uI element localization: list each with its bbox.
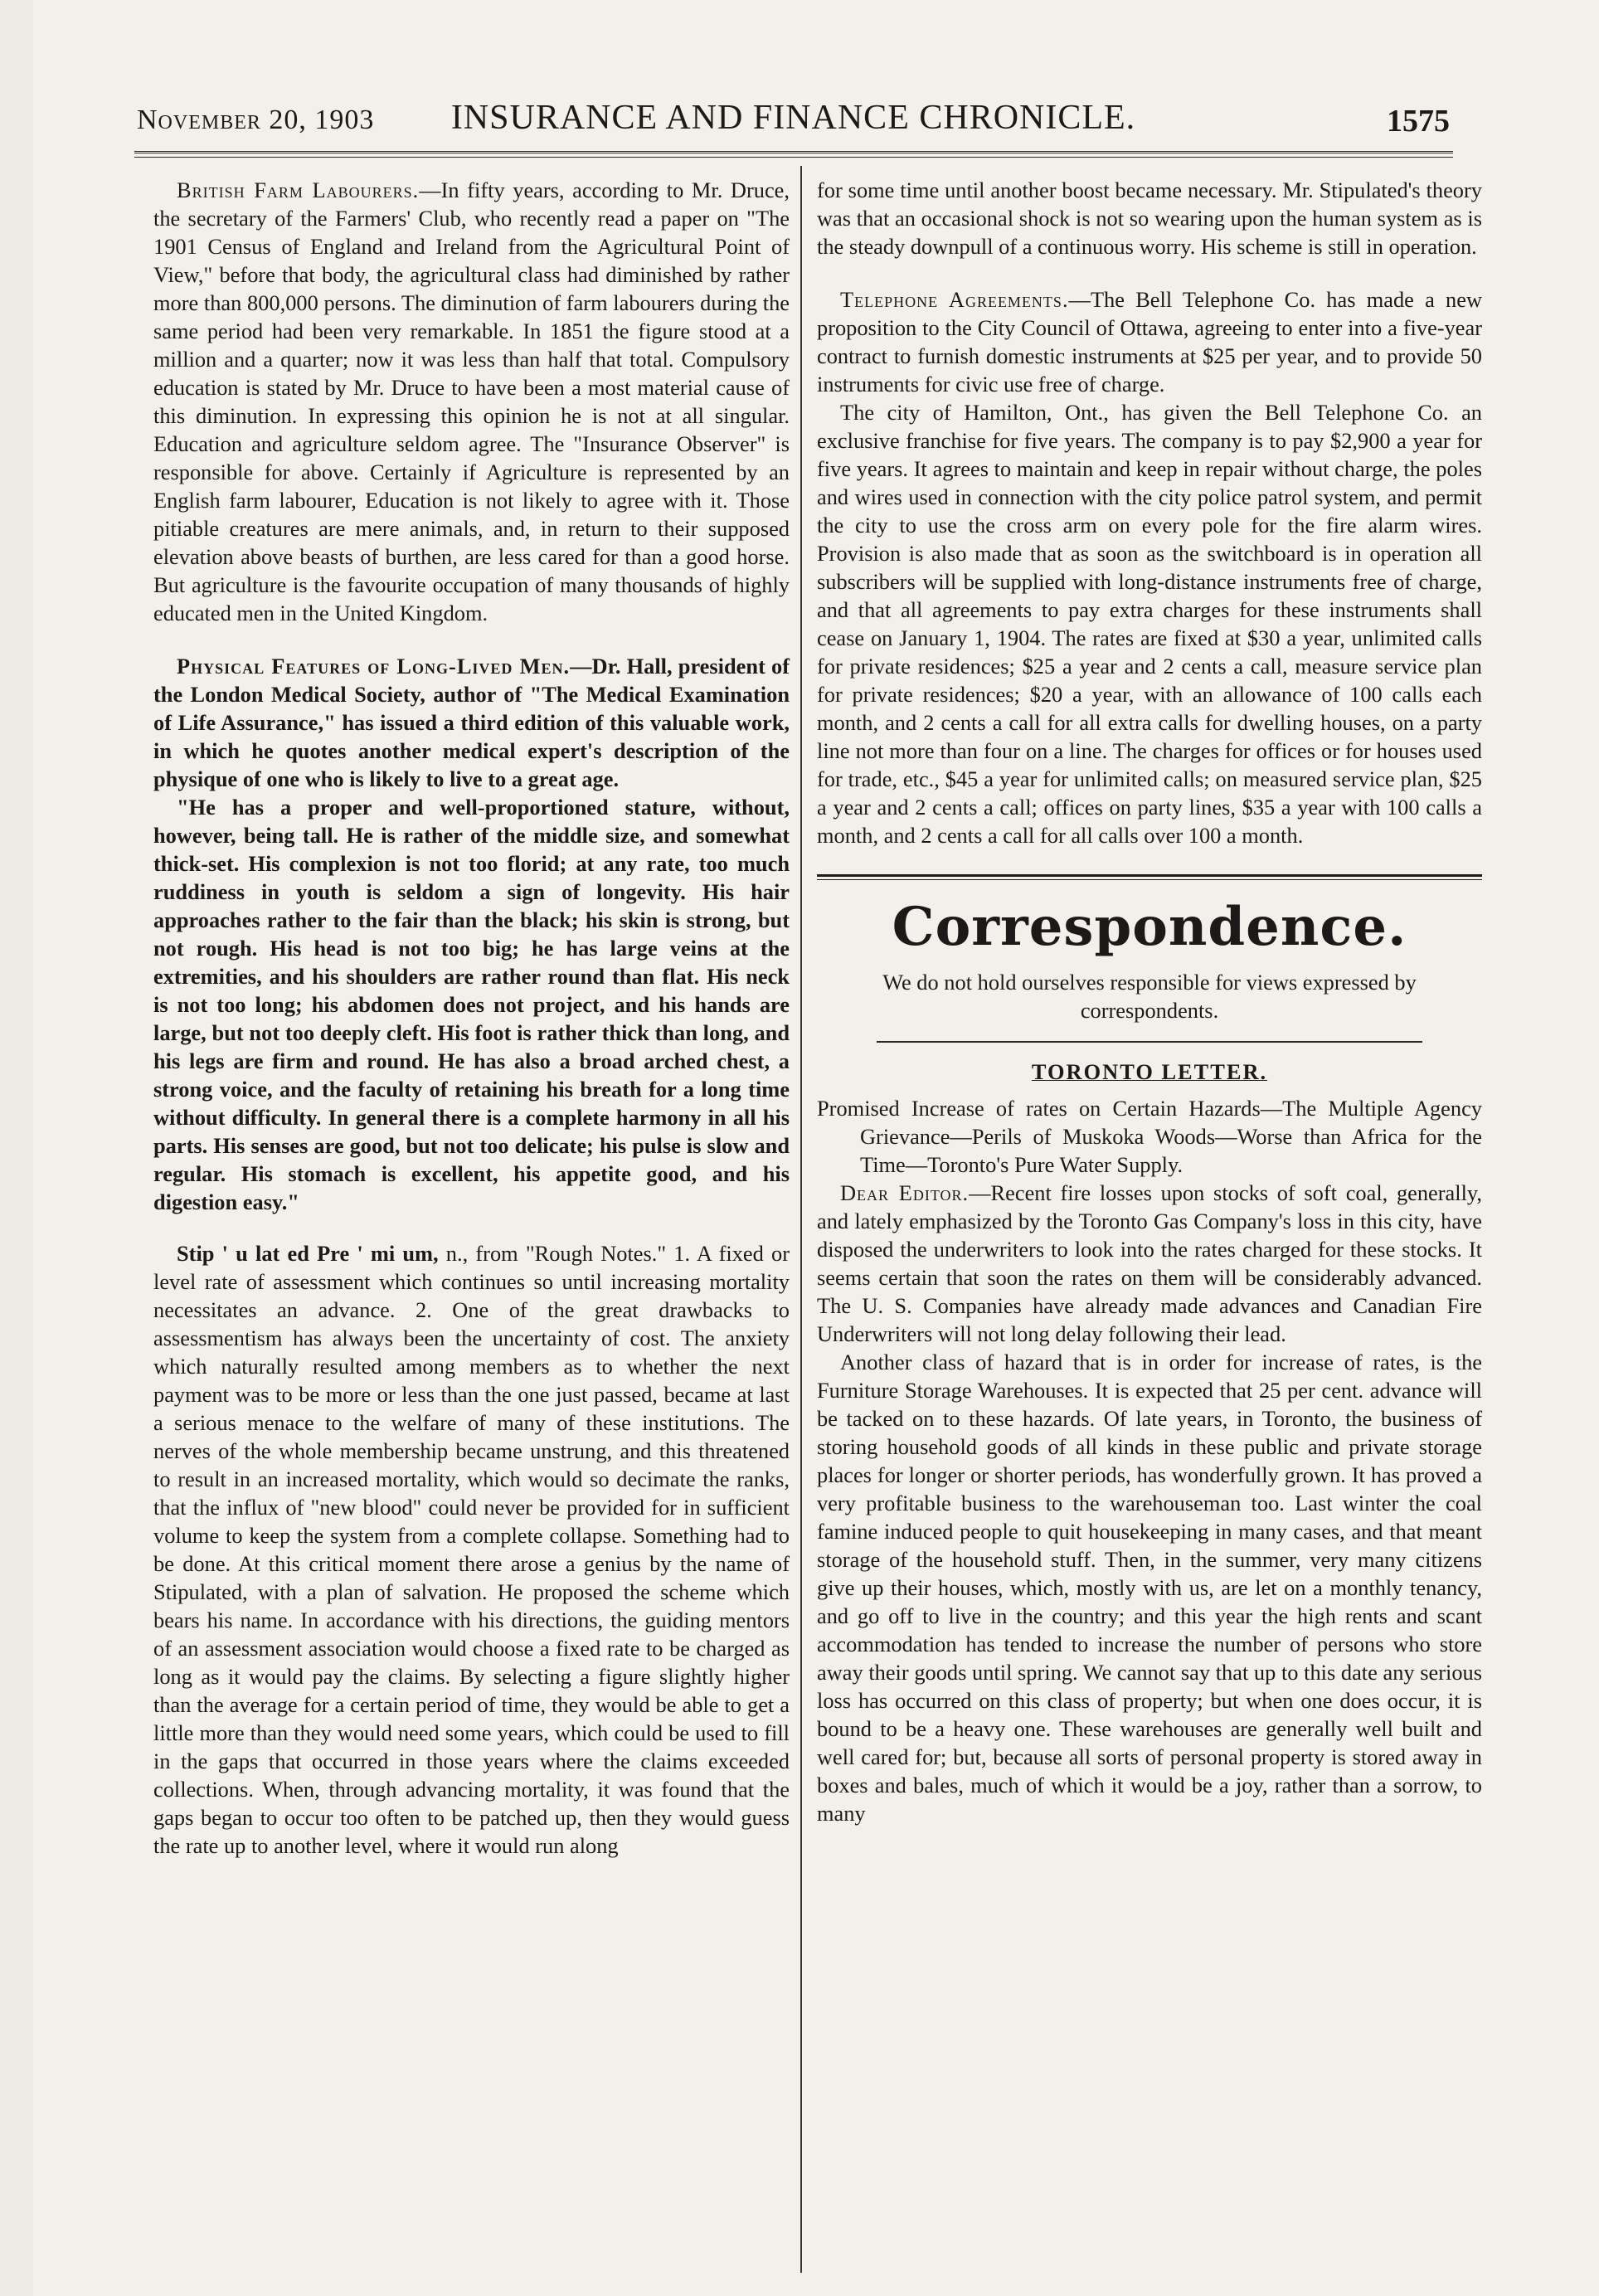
farm-labourers-heading: British Farm Labourers. xyxy=(177,178,420,202)
long-lived-men-heading: Physical Features of Long-Lived Men. xyxy=(177,654,571,679)
header-title: INSURANCE AND FINANCE CHRONICLE. xyxy=(450,99,1136,137)
page-header xyxy=(137,98,1450,148)
long-lived-men-article xyxy=(153,652,790,793)
toronto-letter-title: TORONTO LETTER. xyxy=(1031,1059,1268,1084)
hamilton-paragraph: The city of Hamilton, Ont., has given the Bell Telephone Co. an exclusive franchise for five years. The company is to pay $2,900 a year for five years. It agrees to maintain and keep in repair without charge, the poles and wires used in connection with the city police patrol system, and permit the city to use the cross arm on every pole for the fire alarm wires. Provision is also made that as soon as the switchboard is in operation all subscribers will be supplied with long-distance instruments free of charge, and that all agreements to pay extra charges for these instruments shall cease on January 1, 1904. The rates are fixed at $30 a year, unlimited calls for private residences; $25 a year and 2 cents a call, measure service plan for private residences; $20 a year, with an allowance of 100 calls each month, and 2 cents a call for all extra calls for dwelling houses, on a party line not more than four on a line. The charges for offices or for houses used for trade, etc., $45 a year for unlimited calls; on measured service plan, $25 a year and 2 cents a call; offices on party lines, $35 a year with 100 calls a month, and 2 cents a call for all calls over 100 a month. xyxy=(817,400,1482,848)
long-lived-men-text: —Dr. Hall, president of the London Medical Society, author of "The Medical Examination of Life Assurance," has issued a third edition of this valuable work, in which he quotes another medical expert's description of the physique of one who is likely to live to a great age. xyxy=(153,654,790,791)
farm-labourers-article xyxy=(153,176,790,627)
stipulated-premium-text: n., from "Rough Notes." 1. A fixed or level rate of assessment which continues so until increasing mortality necessitates an advance. 2. One of the great drawbacks to assessmentism has always been the uncertainty of cost. The anxiety which naturally resulted among members as to whether the next payment was to be more or less than the one just passed, became at last a serious menace to the welfare of many of these institutions. The nerves of the whole membership became unstrung, and this threatened to result in an increased mortality, which would so decimate the ranks, that the influx of "new blood" could never be provided for in sufficient volume to keep the system from a complete collapse. Something had to be done. At this critical moment there arose a genius by the name of Stipulated, with a plan of salvation. He proposed the scheme which bears his name. In accordance with his directions, the guiding mentors of an assessment association would choose a fixed rate to be charged as long as it would pay the claims. By selecting a figure slightly higher than the average for a certain period of time, they would be able to get a little more than they would need some years, which could be used to fill in the gaps that occurred in those years where the claims exceeded collections. When, through advancing mortality, it was found that the gaps began to occur too often to be patched up, then they would guess the rate up to another level, where it would run along xyxy=(153,1241,790,1858)
telephone-text: —The Bell Telephone Co. has made a new proposition to the City Council of Ottawa, agreeing to enter into a five-year contract to furnish domestic instruments at $25 per year, and to provide 50 instruments for civic use free of charge. xyxy=(817,287,1483,396)
telephone-article xyxy=(817,285,1482,398)
toronto-letter-paragraph-1 xyxy=(817,1179,1482,1348)
letter-paragraph-1-text: —Recent fire losses upon stocks of soft coal, generally, and lately emphasized by the Toronto Gas Company's loss in this city, have disposed the underwriters to look into the rates charged for these stocks. It seems certain that soon the rates on them will be considerably advanced. The U. S. Companies have already made advances and Canadian Fire Underwriters will not long delay following their lead. xyxy=(817,1180,1483,1346)
correspondence-disclaimer: We do not hold ourselves responsible for views expressed by correspondents. xyxy=(882,970,1417,1023)
toronto-letter-synopsis: Promised Increase of rates on Certain Hazards—The Multiple Agency Grievance—Perils of Muskoka Woods—Worse than Africa for the Time—Toronto's Pure Water Supply. xyxy=(817,1096,1482,1177)
correspondence-rule xyxy=(817,874,1482,880)
right-column xyxy=(817,176,1482,1827)
spacer xyxy=(153,1216,790,1239)
header-page-number: 1575 xyxy=(1387,104,1450,139)
left-column xyxy=(153,176,790,1860)
header-rule xyxy=(134,151,1453,158)
farm-labourers-text: —In fifty years, according to Mr. Druce, the secretary of the Farmers' Club, who recently read a paper on "The 1901 Census of England and Ireland from the Agricultural Point of View," before that body, the agricultural class had diminished by rather more than 800,000 persons. The diminution of farm labourers during the same period had been very remarkable. In 1851 the figure stood at a million and a quarter; now it was less than half that total. Compulsory education is stated by Mr. Druce to have been a most material cause of this diminution. In expressing this opinion he is not at all singular. Education and agriculture seldom agree. The "Insurance Observer" is responsible for above. Certainly if Agriculture is represented by an English farm labourer, Education is not likely to agree with it. Those pitiable creatures are mere animals, and, in return to their supposed elevation above beasts of burthen, are less cared for than a good horse. But agriculture is the favourite occupation of many thousands of highly educated men in the United Kingdom. xyxy=(153,178,790,625)
stipulated-premium-heading: Stip ' u lat ed Pre ' mi um, xyxy=(177,1241,439,1266)
stipulated-premium-article xyxy=(153,1239,790,1860)
newspaper-page xyxy=(33,0,1599,2296)
toronto-letter-paragraph-2: Another class of hazard that is in order for increase of rates, is the Furniture Storage Warehouses. It is expected that 25 per cent. advance will be tacked on to these hazards. Of late years, in Toronto, the business of storing household goods of all kinds in these public and private storage places for longer or shorter periods, has wonderfully grown. It has proved a very profitable business to the warehouseman too. Last winter the coal famine induced people to quit housekeeping in many cases, and that meant storage of the household stuff. Then, in the summer, very many citizens give up their houses, which, mostly with us, are let on a monthly tenancy, and go off to live in the country; and this year the high rents and scant accommodation has tended to increase the number of persons who store away their goods until spring. We cannot say that up to this date any serious loss has occurred on this class of property; but when one does occur, it is bound to be a heavy one. These warehouses are generally well built and well cared for; but, because all sorts of personal property is stored away in boxes and bales, much of which it would be a joy, rather than a sorrow, to many xyxy=(817,1350,1482,1826)
spacer xyxy=(817,260,1482,285)
telephone-heading: Telephone Agreements. xyxy=(840,287,1069,312)
stipulated-premium-continued: for some time until another boost became necessary. Mr. Stipulated's theory was that an occasional shock is not so wearing upon the human system as is the steady downpull of a continuous worry. His scheme is still in operation. xyxy=(817,178,1482,259)
column-divider xyxy=(800,166,802,2273)
spacer xyxy=(153,627,790,652)
letter-salutation: Dear Editor. xyxy=(840,1180,970,1205)
long-lived-men-quote: "He has a proper and well-proportioned stature, without, however, being tall. He is rather of the middle size, and somewhat thick-set. His complexion is not too florid; at any rate, too much ruddiness in youth is seldom a sign of longevity. His hair approaches rather to the fair than the black; his skin is strong, but not rough. His head is not too big; he has large veins at the extremities, and his shoulders are rather round than flat. His neck is not too long; his abdomen does not project, and his hands are large, but not too deeply cleft. His foot is rather thick than long, and his legs are firm and round. He has also a broad arched chest, a strong voice, and the faculty of retaining his breath for a long time without difficulty. In general there is a complete harmony in all his parts. His senses are good, but not too delicate; his pulse is slow and regular. His stomach is excellent, his appetite good, and his digestion easy." xyxy=(153,795,790,1214)
section-rule xyxy=(877,1041,1422,1043)
header-date: November 20, 1903 xyxy=(137,105,375,135)
correspondence-title: Correspondence. xyxy=(892,896,1407,958)
